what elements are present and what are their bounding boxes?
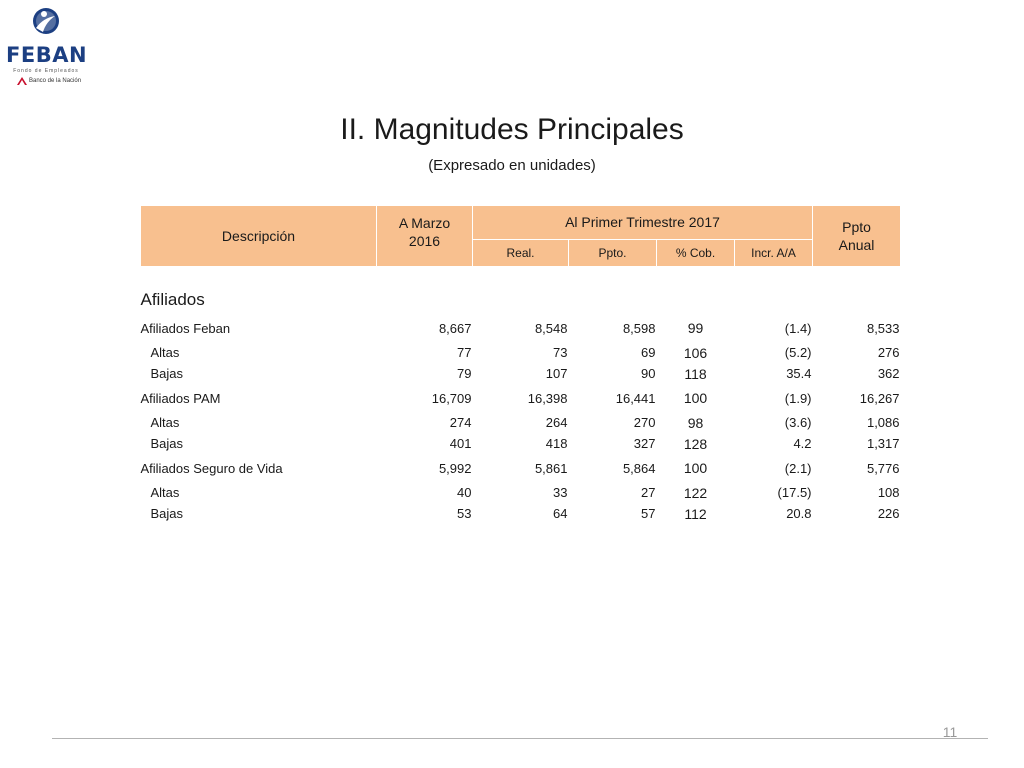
- table-row: [141, 342, 901, 363]
- table-row: [141, 454, 901, 482]
- header-a-marzo-text: A Marzo 2016: [398, 215, 451, 249]
- cell-cob: 100: [683, 390, 708, 406]
- cell-real: 73: [553, 345, 568, 360]
- cell-real: 33: [553, 485, 568, 500]
- row-label: Bajas: [150, 436, 184, 451]
- row-label: Bajas: [150, 366, 184, 381]
- cell-ppto: 57: [641, 506, 656, 521]
- bank-name: Banco de la Nación: [29, 78, 82, 84]
- cell-incr: 4.2: [793, 436, 812, 451]
- row-label: Altas: [150, 415, 180, 430]
- table-row: [141, 503, 901, 524]
- table-row: [141, 433, 901, 454]
- cell-ppto: 8,598: [622, 320, 656, 336]
- cell-incr: (2.1): [784, 460, 812, 476]
- cell-ppto: 16,441: [615, 390, 656, 406]
- cell-ppto: 327: [633, 436, 656, 451]
- row-label: Afiliados PAM: [140, 390, 221, 406]
- row-label: Afiliados Seguro de Vida: [140, 460, 283, 476]
- cell-ppto-anual: 5,776: [866, 460, 900, 476]
- header-ppto-anual-text: Ppto Anual: [838, 219, 875, 253]
- table-row: [141, 384, 901, 412]
- page-number: 11: [942, 724, 958, 740]
- cell-a-marzo: 77: [457, 345, 472, 360]
- cell-ppto-anual: 362: [877, 366, 900, 381]
- magnitudes-table: [140, 205, 901, 524]
- cell-ppto-anual: 276: [877, 345, 900, 360]
- row-label: Altas: [150, 345, 180, 360]
- cell-ppto-anual: 1,086: [866, 415, 900, 430]
- header-incr: Incr. A/A: [735, 239, 813, 266]
- cell-a-marzo: 5,992: [438, 460, 472, 476]
- cell-ppto: 90: [641, 366, 656, 381]
- page-subtitle: (Expresado en unidades): [428, 157, 596, 174]
- header-ppto-anual: [813, 206, 901, 267]
- table-row: [141, 314, 901, 342]
- cell-incr: (1.4): [784, 320, 812, 336]
- page-title: II. Magnitudes Principales: [340, 113, 684, 146]
- cell-ppto: 270: [633, 415, 656, 430]
- cell-incr: 20.8: [786, 506, 812, 521]
- cell-cob: 98: [687, 414, 704, 431]
- feban-logo: [6, 6, 86, 84]
- cell-ppto: 27: [641, 485, 656, 500]
- cell-cob: 122: [683, 484, 708, 501]
- cell-real: 5,861: [534, 460, 568, 476]
- header-descripcion: Descripción: [141, 206, 377, 267]
- cell-ppto: 5,864: [622, 460, 656, 476]
- header-cob: % Cob.: [657, 239, 735, 266]
- bank-logo-icon: [16, 76, 28, 86]
- cell-a-marzo: 53: [457, 506, 472, 521]
- cell-ppto-anual: 16,267: [859, 390, 900, 406]
- cell-incr: (5.2): [784, 345, 812, 360]
- cell-a-marzo: 274: [449, 415, 472, 430]
- cell-cob: 128: [683, 435, 708, 452]
- row-label: Altas: [150, 485, 180, 500]
- header-a-marzo: [377, 206, 473, 267]
- cell-cob: 118: [684, 365, 707, 382]
- table-row: [141, 363, 901, 384]
- header-ppto: Ppto.: [569, 239, 657, 266]
- cell-real: 16,398: [527, 390, 568, 406]
- feban-emblem-icon: [31, 6, 61, 40]
- cell-cob: 99: [687, 320, 704, 336]
- section-title: Afiliados: [140, 290, 205, 309]
- cell-real: 264: [545, 415, 568, 430]
- header-real: Real.: [473, 239, 569, 266]
- cell-incr: (17.5): [777, 485, 812, 500]
- cell-real: 64: [553, 506, 568, 521]
- cell-a-marzo: 401: [449, 436, 472, 451]
- cell-real: 8,548: [534, 320, 568, 336]
- row-label: Afiliados Feban: [140, 320, 231, 336]
- logo-tagline: Fondo de Empleados: [13, 68, 79, 74]
- cell-ppto-anual: 1,317: [866, 436, 900, 451]
- cell-ppto-anual: 8,533: [866, 320, 900, 336]
- header-primer-trimestre: Al Primer Trimestre 2017: [473, 206, 813, 240]
- cell-cob: 100: [683, 460, 708, 476]
- cell-incr: (1.9): [784, 390, 812, 406]
- cell-a-marzo: 16,709: [431, 390, 472, 406]
- cell-a-marzo: 40: [457, 485, 472, 500]
- cell-incr: (3.6): [784, 415, 812, 430]
- cell-cob: 112: [684, 505, 707, 522]
- cell-ppto: 69: [641, 345, 656, 360]
- logo-name: FEBAN: [6, 43, 88, 67]
- footer-divider: [52, 738, 988, 739]
- row-label: Bajas: [150, 506, 184, 521]
- cell-a-marzo: 79: [457, 366, 472, 381]
- cell-cob: 106: [683, 344, 708, 361]
- cell-real: 107: [545, 366, 568, 381]
- cell-ppto-anual: 108: [877, 485, 900, 500]
- cell-incr: 35.4: [786, 366, 812, 381]
- cell-a-marzo: 8,667: [438, 320, 472, 336]
- table-row: [141, 482, 901, 503]
- cell-real: 418: [545, 436, 568, 451]
- table-row: [141, 412, 901, 433]
- cell-ppto-anual: 226: [877, 506, 900, 521]
